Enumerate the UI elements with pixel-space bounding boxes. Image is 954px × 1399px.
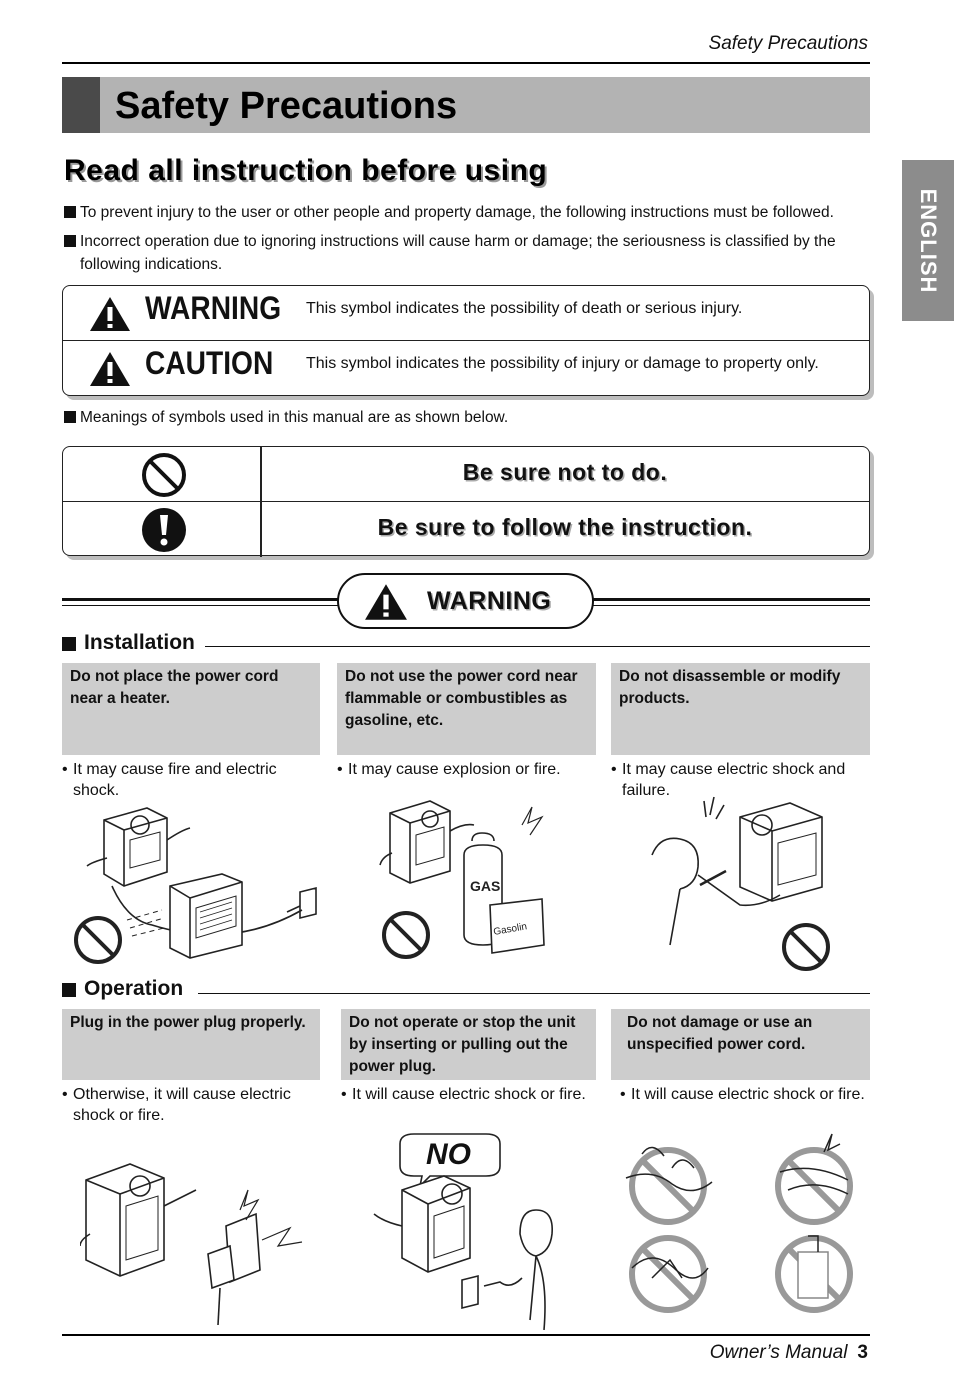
- running-header: Safety Precautions: [708, 33, 868, 54]
- banner-line-right: [593, 598, 870, 606]
- note-operation-1: • Otherwise, it will cause electric shock or fire.: [62, 1086, 291, 1124]
- language-tab: [902, 160, 954, 321]
- card-installation-3: Do not disassemble or modify products.: [611, 663, 870, 755]
- gasoline-label: Gasolin: [492, 921, 528, 938]
- warning-row: [63, 286, 869, 341]
- note-text: Otherwise, it will cause electric shock or fire.: [73, 1086, 291, 1124]
- mandatory-icon: [141, 507, 187, 553]
- caution-row: [63, 341, 869, 396]
- subheading: Read all instruction before using: [64, 154, 548, 187]
- note-text: It will cause electric shock or fire.: [631, 1086, 865, 1103]
- note-text: It may cause electric shock and failure.: [622, 761, 846, 799]
- section-heading-text: Operation: [84, 977, 184, 1000]
- warning-banner: [337, 573, 594, 629]
- symbols-note-text: Meanings of symbols used in this manual are as shown below.: [80, 409, 509, 426]
- illustration-cord-damage: [612, 1128, 870, 1323]
- square-bullet-icon: [64, 206, 76, 218]
- square-bullet-icon: [64, 235, 76, 247]
- symbols-note: [64, 406, 874, 429]
- section-heading-installation: [62, 631, 195, 655]
- note-installation-3: • It may cause electric shock and failure.: [611, 761, 846, 799]
- illustration-heater: [72, 800, 332, 980]
- gas-label: GAS: [470, 878, 501, 894]
- note-installation-2: • It may cause explosion or fire.: [337, 761, 561, 778]
- warning-desc: This symbol indicates the possibility of death or serious injury.: [306, 300, 743, 317]
- card-installation-2: [337, 663, 596, 755]
- footer: [710, 1342, 868, 1364]
- symbols-box: [62, 446, 870, 556]
- caution-label: CAUTION: [145, 345, 274, 381]
- language-tab-label: ENGLISH: [916, 188, 941, 293]
- footer-label: Owner’s Manual: [709, 1342, 848, 1363]
- warning-triangle-icon: [89, 296, 131, 332]
- prohibition-icon: [141, 452, 187, 498]
- card-installation-2-text: Do not use the power cord near flammable or combustibles as gasoline, etc.: [345, 668, 578, 729]
- note-text: It may cause explosion or fire.: [348, 761, 561, 778]
- header-rule: [62, 62, 870, 64]
- illustration-plug: [80, 1150, 310, 1325]
- note-installation-1: • It may cause fire and electric shock.: [62, 761, 277, 799]
- card-installation-1: Do not place the power cord near a heater.: [62, 663, 320, 755]
- square-bullet-icon: [62, 637, 76, 651]
- square-bullet-icon: [64, 411, 76, 423]
- no-label: NO: [426, 1138, 471, 1171]
- symbol-text-mandatory: Be sure to follow the instruction.: [377, 514, 753, 540]
- severity-box: [62, 285, 870, 396]
- card-operation-1: Plug in the power plug properly.: [62, 1009, 320, 1080]
- intro-text-1: To prevent injury to the user or other people and property damage, the following instructions must be followed.: [80, 204, 834, 221]
- card-operation-2: Do not operate or stop the unit by inserting or pulling out the power plug.: [341, 1009, 596, 1080]
- page-number: 3: [857, 1342, 868, 1363]
- caution-triangle-icon: [89, 351, 131, 387]
- caution-desc: This symbol indicates the possibility of injury or damage to property only.: [306, 355, 819, 372]
- card-operation-3: Do not damage or use an unspecified power cord.: [611, 1009, 870, 1080]
- section-heading-text: Installation: [84, 631, 195, 654]
- section-rule: [205, 646, 870, 647]
- note-text: It will cause electric shock or fire.: [352, 1086, 586, 1103]
- intro-text-2: Incorrect operation due to ignoring instructions will cause harm or damage; the seriousness is classified by the following indications.: [80, 233, 836, 273]
- symbol-row-prohibition: [63, 447, 869, 502]
- warning-banner-label: WARNING: [427, 587, 552, 615]
- illustration-no-plug-operation: [360, 1130, 580, 1330]
- note-operation-3: • It will cause electric shock or fire.: [620, 1086, 865, 1103]
- footer-rule: [62, 1334, 870, 1336]
- note-text: It may cause fire and electric shock.: [73, 761, 277, 799]
- warning-triangle-icon: [364, 583, 408, 621]
- symbol-text-prohibition: Be sure not to do.: [462, 459, 668, 485]
- symbol-row-mandatory: [63, 502, 869, 557]
- title-marker: [62, 77, 100, 133]
- illustration-gasoline: [372, 795, 562, 965]
- square-bullet-icon: [62, 983, 76, 997]
- illustration-disassembly: [640, 795, 870, 975]
- intro-bullet-1: [64, 201, 874, 224]
- intro-bullet-2: [64, 230, 872, 276]
- warning-label: WARNING: [145, 290, 282, 326]
- page-title: Safety Precautions: [115, 85, 458, 127]
- section-heading-operation: [62, 977, 183, 1001]
- section-rule: [198, 993, 870, 994]
- title-band: [62, 77, 870, 133]
- note-operation-2: • It will cause electric shock or fire.: [341, 1086, 586, 1103]
- banner-line-left: [62, 598, 338, 606]
